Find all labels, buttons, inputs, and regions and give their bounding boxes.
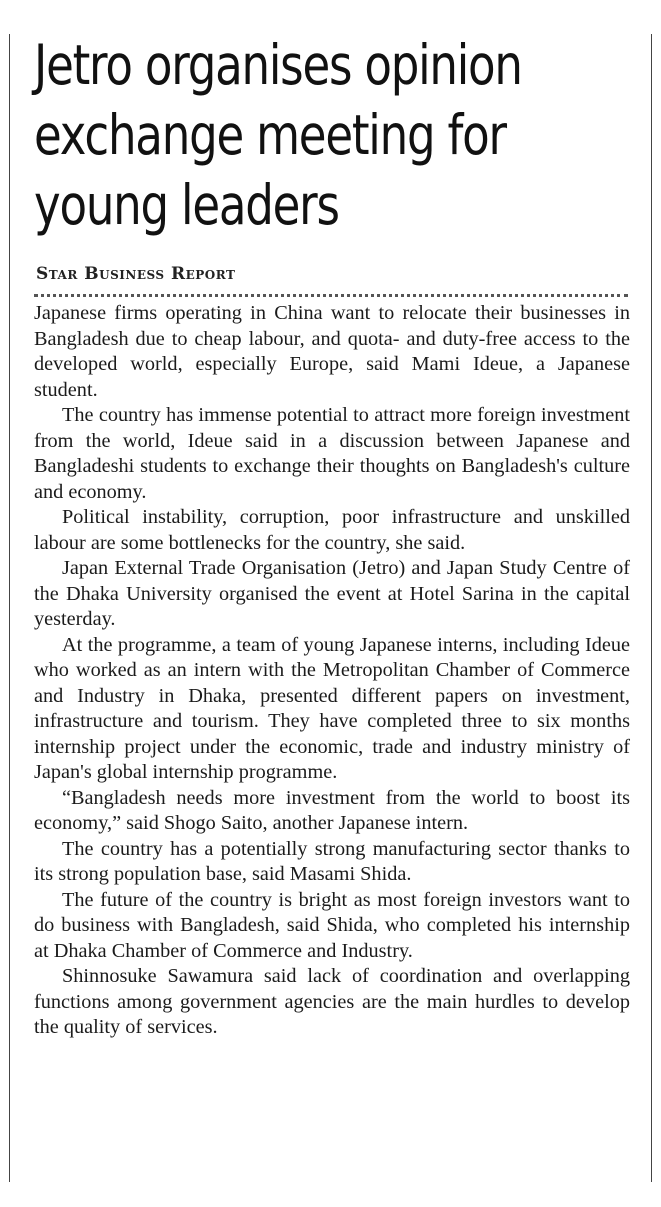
headline: Jetro organises opinion exchange meeting for young leaders — [34, 33, 522, 237]
dotted-divider — [34, 294, 628, 297]
paragraph: The country has a potentially strong manufacturing sector thanks to its strong population base, said Masami Shida. — [34, 837, 630, 885]
column-rule-left — [9, 34, 10, 1182]
paragraph: At the programme, a team of young Japanese interns, including Ideue who worked as an intern with the Metropolitan Chamber of Commerce and Industry in Dhaka, presented different papers on investment, infrastructure and tourism. They have completed three to six months internship project under the economic, trade and industry ministry of Japan's global internship programme. — [34, 633, 630, 783]
article — [34, 30, 630, 1041]
article-body — [34, 301, 630, 1041]
column-rule-right — [651, 34, 652, 1182]
paragraph: Japan External Trade Organisation (Jetro) and Japan Study Centre of the Dhaka University organised the event at Hotel Sarina in the capital yesterday. — [34, 557, 630, 630]
paragraph: The future of the country is bright as most foreign investors want to do business with Bangladesh, said Shida, who completed his internship at Dhaka Chamber of Commerce and Industry. — [34, 888, 630, 962]
paragraph: Shinnosuke Sawamura said lack of coordination and overlapping functions among government agencies are the main hurdles to develop the quality of services. — [34, 965, 630, 1038]
byline: Star Business Report — [36, 264, 236, 284]
paragraph: The country has immense potential to attract more foreign investment from the world, Ideue said in a discussion between Japanese and Bangladeshi students to exchange their thoughts on Bangladesh's culture and economy. — [34, 404, 630, 503]
paragraph: Political instability, corruption, poor infrastructure and unskilled labour are some bottlenecks for the country, she said. — [34, 506, 630, 554]
paragraph: Japanese firms operating in China want to relocate their businesses in Bangladesh due to cheap labour, and quota- and duty-free access to the developed world, especially Europe, said Mami Ideue, a Japanese student. — [34, 302, 630, 401]
paragraph: “Bangladesh needs more investment from the world to boost its economy,” said Shogo Saito, another Japanese intern. — [34, 786, 630, 834]
